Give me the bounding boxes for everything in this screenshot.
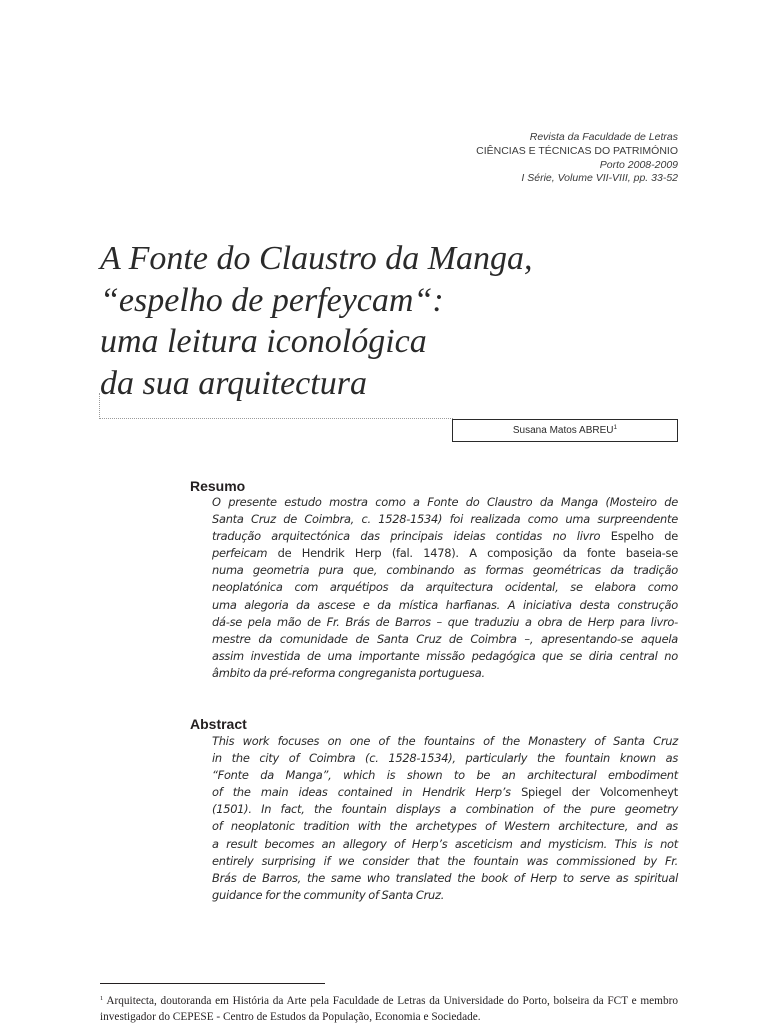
text-segment: “Fonte da Manga”, which is shown to be an architectural embodiment — [212, 768, 678, 783]
journal-series-title: CIÊNCIAS E TÉCNICAS DO PATRIMÓNIO — [476, 144, 678, 157]
resumo-body — [212, 494, 678, 682]
title-line: uma leitura iconológica — [100, 323, 427, 360]
text-line — [212, 750, 678, 767]
title-line: A Fonte do Claustro da Manga, — [100, 240, 533, 277]
text-segment: dá-se pela mão de Fr. Brás de Barros – que traduziu a obra de Herp para livro- — [212, 614, 678, 629]
text-line — [212, 853, 678, 870]
text-segment: perfeicam — [212, 546, 268, 561]
text-line — [212, 614, 678, 631]
footnote-text: Arquitecta, doutoranda em História da Arte pela Faculdade de Letras da Universidade do Porto, bolseira da FCT e membro investigador do CEPESE - Centro de Estudos da População, Economia e Sociedade. — [100, 995, 678, 1023]
text-segment: uma alegoria da ascese e da mística harfianas. A iniciativa desta construção — [212, 597, 678, 612]
text-line — [212, 818, 678, 835]
title-line: “espelho de perfeycam“: — [100, 281, 444, 319]
text-line — [212, 733, 678, 750]
text-segment: a result becomes an allegory of Herp’s asceticism and mysticism. This is not — [212, 836, 678, 851]
author-name: Susana Matos ABREU — [512, 425, 614, 436]
abstract-body — [212, 733, 678, 904]
text-segment: neoplatónica com arquétipos da arquitectura ocidental, se elabora como — [212, 580, 678, 595]
resumo-heading: Resumo — [190, 478, 246, 494]
text-line — [212, 665, 678, 682]
journal-name: Revista da Faculdade de Letras — [529, 131, 678, 143]
text-segment: Brás de Barros, the same who translated the book of Herp to serve as spiritual — [212, 870, 678, 885]
footnote — [100, 994, 678, 1025]
footnote-mark: 1 — [100, 995, 104, 1002]
text-line — [212, 528, 678, 545]
journal-volume-pages: I Série, Volume VII-VIII, pp. 33-52 — [521, 172, 678, 185]
text-segment: of neoplatonic tradition with the archetypes of Western architecture, and as — [212, 819, 678, 834]
author-box — [452, 419, 678, 442]
text-segment: assim investida de uma importante missão pedagógica que se diria central no — [212, 648, 678, 663]
text-line — [212, 784, 678, 801]
text-segment: numa geometria pura que, combinando as formas geométricas da tradição — [212, 563, 678, 578]
text-line — [212, 887, 678, 904]
text-line — [212, 597, 678, 614]
text-segment: entirely surprising if we consider that the fountain was commissioned by Fr. — [212, 853, 678, 868]
journal-header — [380, 131, 678, 186]
text-segment: âmbito da pré-reforma congreganista portuguesa. — [212, 665, 485, 680]
text-segment: This work focuses on one of the fountains of the Monastery of Santa Cruz — [212, 734, 678, 748]
footnote-rule — [100, 983, 325, 984]
journal-place-year: Porto 2008-2009 — [599, 158, 678, 171]
text-line — [212, 836, 678, 853]
text-segment: Santa Cruz de Coimbra, c. 1528-1534) foi realizada como uma surpreendente — [212, 512, 678, 527]
title-dotted-rule — [99, 393, 453, 419]
text-line — [212, 545, 678, 562]
text-line — [212, 562, 678, 579]
text-segment: guidance for the community of Santa Cruz. — [212, 887, 445, 902]
text-segment: (1501). In fact, the fountain displays a combination of the pure geometry — [212, 802, 678, 817]
title-line: da sua arquitectura — [100, 364, 367, 402]
text-line — [212, 648, 678, 665]
text-line — [212, 511, 678, 528]
abstract-heading: Abstract — [190, 716, 247, 732]
text-line — [212, 801, 678, 818]
text-line — [212, 579, 678, 596]
text-line — [212, 631, 678, 648]
book-title: Spiegel der Volcomenheyt — [521, 785, 678, 800]
text-segment: tradução arquitectónica das principais ideias contidas no livro — [212, 529, 611, 544]
author-footnote-mark: 1 — [613, 424, 618, 431]
book-title: de Hendrik Herp (fal. 1478). A composição da fonte baseia-se — [267, 546, 678, 561]
text-line — [212, 870, 678, 887]
text-segment: O presente estudo mostra como a Fonte do Claustro da Manga (Mosteiro de — [212, 495, 678, 509]
text-line — [212, 494, 678, 511]
text-segment: of the main ideas contained in Hendrik Herp’s — [212, 785, 522, 800]
book-title: Espelho de — [610, 529, 678, 544]
text-segment: mestre da comunidade de Santa Cruz de Coimbra –, apresentando-se aquela — [212, 631, 678, 646]
article-title — [100, 238, 620, 404]
text-segment: in the city of Coimbra (c. 1528-1534), particularly the fountain known as — [212, 751, 678, 766]
text-line — [212, 767, 678, 784]
